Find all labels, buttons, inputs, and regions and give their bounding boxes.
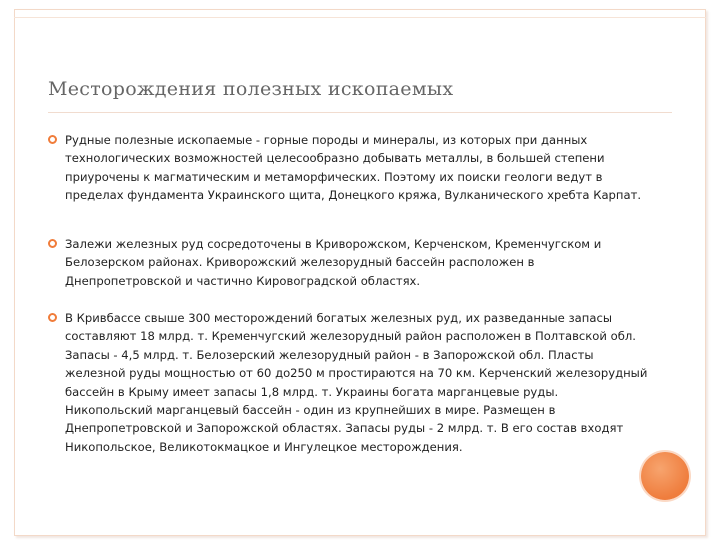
bullet-text: В Кривбассе свыше 300 месторождений богатых железных руд, их разведанные запасы составляют 18 млрд. т. Кременчугский железорудный район расположен в Полтавской обл. Запасы - 4,5 млрд. т. Белозерский железорудный район - в Запорожской обл. Пласты железной руды мощностью от 60 до250 м простираются на 70 км. Керченский железорудный бассейн в Крыму имеет запасы 1,8 млрд. т. Украины богата марганцевые руды. Никопольский марганцевый бассейн - один из крупнейших в мире. Размещен в Днепропетровской и Запорожской областях. Запасы руды - 2 млрд. т. В его состав входят Никопольское, Великотокмацкое и Ингулецкое месторождения. — [65, 311, 648, 454]
slide-title: Месторождения полезных ископаемых — [48, 78, 454, 100]
bullet-item — [48, 235, 648, 290]
bullet-ring-icon — [48, 135, 57, 144]
bullet-item — [48, 131, 648, 205]
top-rule — [14, 9, 706, 18]
bullet-text: Рудные полезные ископаемые - горные породы и минералы, из которых при данных технологических возможностей целесообразно добывать металлы, в большей степени приурочены к магматическим и метаморфических. Поэтому их поиски геологи ведут в пределах фундамента Украинского щита, Донецкого кряжа, Вулканического хребта Карпат. — [65, 133, 642, 203]
bullet-item — [48, 309, 648, 456]
bullet-text: Залежи железных руд сосредоточены в Криворожском, Керченском, Кременчугском и Белозерском районах. Криворожский железорудный бассейн расположен в Днепропетровской и частично Кировоградской областях. — [65, 237, 602, 288]
title-divider — [48, 112, 672, 113]
bullet-ring-icon — [48, 239, 57, 248]
decorative-orange-circle — [641, 452, 689, 500]
bullet-ring-icon — [48, 313, 57, 322]
